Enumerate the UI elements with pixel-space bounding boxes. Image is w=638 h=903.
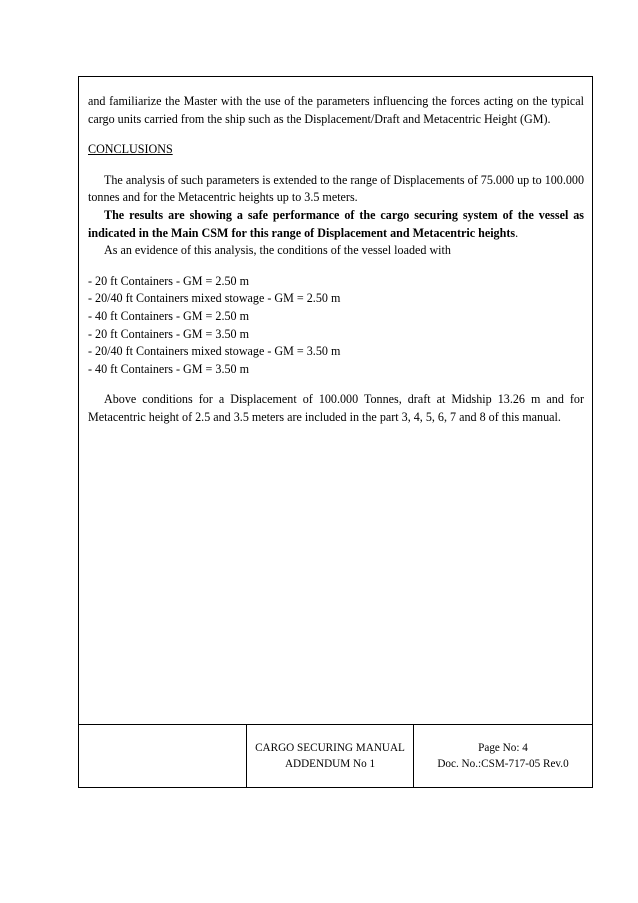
list-item: - 40 ft Containers - GM = 2.50 m: [88, 308, 249, 323]
list-item: - 20 ft Containers - GM = 3.50 m: [88, 326, 249, 341]
list-item: - 20 ft Containers - GM = 2.50 m: [88, 273, 249, 288]
list-item: - 20/40 ft Containers mixed stowage - GM = 3.50 m: [88, 344, 341, 359]
doc-number: Doc. No.:CSM-717-05 Rev.0: [437, 758, 569, 770]
footer-doc-cell: [413, 725, 592, 787]
manual-title: CARGO SECURING MANUAL: [255, 742, 405, 754]
results-end: .: [515, 225, 519, 240]
addendum-label: ADDENDUM No 1: [284, 758, 376, 770]
list-item: - 40 ft Containers - GM = 3.50 m: [88, 361, 249, 376]
analysis-paragraph: The analysis of such parameters is extended to the range of Displacements of 75.000 up to 100.000 tonnes and for the Metacentric heights up to 3.5 meters.: [88, 172, 584, 205]
page-frame: [78, 76, 593, 788]
results-bold-text: The results are showing a safe performance of the cargo securing system of the vessel as indicated in the Main CSM for this range of Displacement and Metacentric heights: [88, 207, 584, 240]
page-number: Page No: 4: [478, 742, 528, 754]
footer-blank-cell: [79, 725, 246, 787]
intro-paragraph: and familiarize the Master with the use of the parameters influencing the forces acting on the typical cargo units carried from the ship such as the Displacement/Draft and Metacentric Height (GM).: [88, 94, 584, 126]
document-body: [88, 93, 584, 427]
evidence-paragraph: As an evidence of this analysis, the conditions of the vessel loaded with: [104, 243, 451, 258]
results-paragraph: [88, 207, 584, 242]
list-item: - 20/40 ft Containers mixed stowage - GM = 2.50 m: [88, 291, 341, 306]
page-footer: [79, 724, 592, 787]
displacement-paragraph: Above conditions for a Displacement of 100.000 Tonnes, draft at Midship 13.26 m and for Metacentric height of 2.5 and 3.5 meters are included in the part 3, 4, 5, 6, 7 and 8 of this manual.: [88, 392, 584, 424]
conclusions-heading: CONCLUSIONS: [88, 142, 173, 157]
conditions-list: [88, 273, 584, 379]
footer-title-cell: [246, 725, 413, 787]
